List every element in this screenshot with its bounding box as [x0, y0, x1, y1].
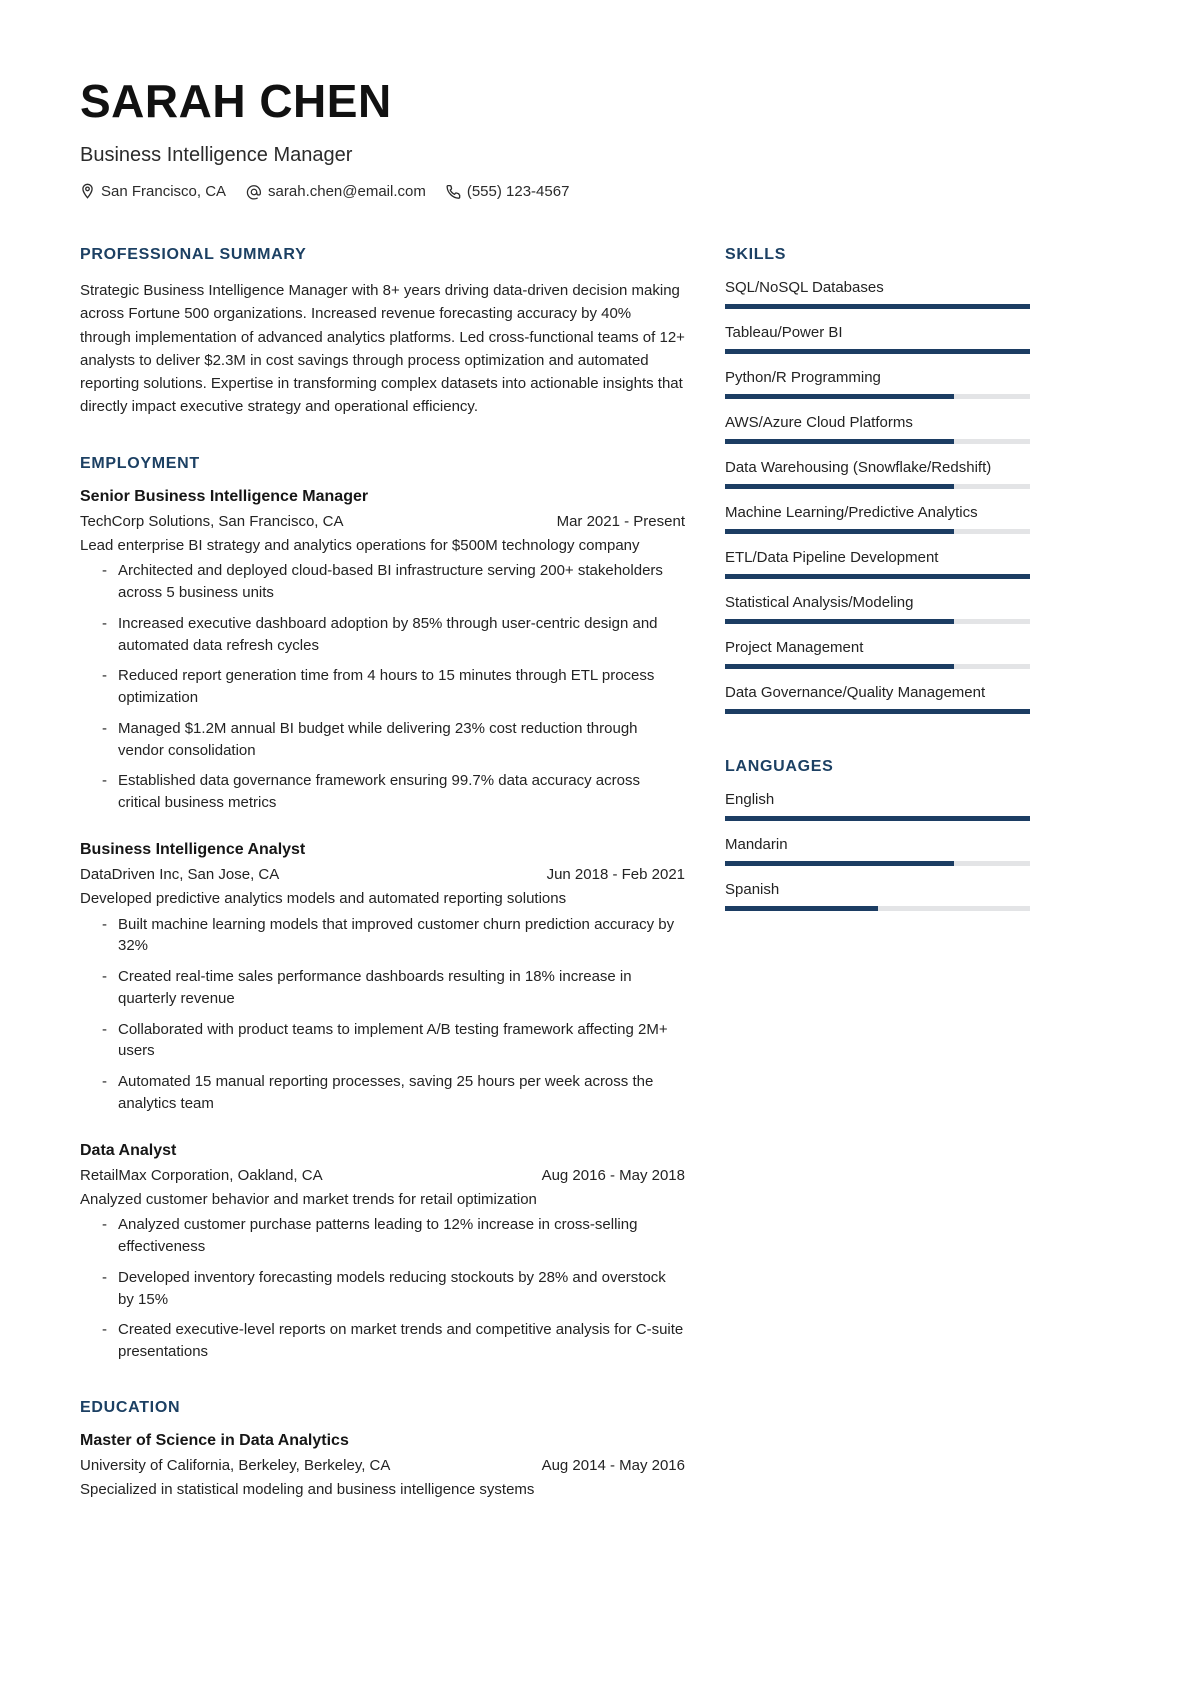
section-heading-skills: SKILLS	[725, 246, 787, 263]
employment-company-row	[80, 866, 685, 883]
bullet-dash-icon: -	[102, 1321, 107, 1339]
section-employment	[80, 455, 685, 1363]
employment-bullet	[80, 914, 685, 958]
skill-label: Data Governance/Quality Management	[725, 684, 986, 701]
skill-progress-bar	[725, 394, 1030, 399]
bullet-text: Managed $1.2M annual BI budget while delivering 23% cost reduction through vendor consolidation	[118, 719, 638, 759]
education-degree: Master of Science in Data Analytics	[80, 1431, 349, 1449]
skill-label: ETL/Data Pipeline Development	[725, 549, 939, 566]
employment-job-title: Data Analyst	[80, 1141, 177, 1159]
summary-text: Strategic Business Intelligence Manager with 8+ years driving data-driven decision making across Fortune 500 organizations. Increased revenue forecasting accuracy by 40% through implementation of advanced analytics platforms. Led cross-functional teams of 12+ analysts to deliver $2.3M in cost savings through process optimization and automated reporting solutions. Expertise in transforming complex datasets into actionable insights that directly impact executive strategy and operational efficiency.	[80, 282, 685, 416]
bullet-dash-icon: -	[102, 1268, 107, 1286]
skill-label: Project Management	[725, 639, 864, 656]
education-list	[80, 1432, 685, 1501]
skill-label: AWS/Azure Cloud Platforms	[725, 414, 913, 431]
skill-progress-bar	[725, 664, 1030, 669]
employment-bullet	[80, 1214, 685, 1258]
phone-text: (555) 123-4567	[466, 183, 570, 200]
employment-job-title: Business Intelligence Analyst	[80, 840, 306, 858]
education-school: University of California, Berkeley, Berkeley, CA	[80, 1456, 391, 1474]
employment-bullet	[80, 718, 685, 762]
skill-label: SQL/NoSQL Databases	[725, 279, 884, 296]
employment-job-title: Senior Business Intelligence Manager	[80, 487, 369, 505]
phone-icon	[446, 184, 461, 200]
progress-fill	[725, 664, 954, 669]
bullet-text: Increased executive dashboard adoption by 85% through user-centric design and automated data refresh cycles	[118, 614, 658, 654]
progress-fill	[725, 439, 954, 444]
skill-progress-bar	[725, 709, 1030, 714]
bullet-dash-icon: -	[102, 614, 107, 632]
progress-fill	[725, 394, 954, 399]
languages-list	[725, 791, 1030, 911]
resume-header	[80, 75, 1045, 200]
bullet-text: Developed inventory forecasting models reducing stockouts by 28% and overstock by 15%	[118, 1268, 666, 1308]
bullet-dash-icon: -	[102, 562, 107, 580]
skill-item	[725, 549, 1030, 579]
progress-fill	[725, 906, 878, 911]
employment-bullet	[80, 1019, 685, 1063]
left-column	[80, 246, 685, 1537]
progress-fill	[725, 349, 1030, 354]
skill-item	[725, 504, 1030, 534]
employment-dates: Aug 2016 - May 2018	[541, 1166, 685, 1184]
section-heading-employment: EMPLOYMENT	[80, 454, 200, 472]
employment-bullet	[80, 770, 685, 814]
skill-item	[725, 369, 1030, 399]
progress-fill	[725, 861, 954, 866]
section-professional-summary	[80, 246, 685, 419]
progress-fill	[725, 709, 1030, 714]
bullet-dash-icon: -	[102, 719, 107, 737]
resume-body	[80, 246, 1045, 1537]
skill-progress-bar	[725, 349, 1030, 354]
bullet-text: Built machine learning models that improved customer churn prediction accuracy by 32%	[118, 915, 675, 955]
section-education	[80, 1399, 685, 1501]
language-label: Spanish	[725, 881, 780, 898]
language-item	[725, 881, 1030, 911]
skill-label: Statistical Analysis/Modeling	[725, 594, 914, 611]
employment-entry	[80, 1142, 685, 1363]
employment-bullet	[80, 1267, 685, 1311]
skill-item	[725, 324, 1030, 354]
employment-bullet-list	[80, 1214, 685, 1363]
bullet-dash-icon: -	[102, 1216, 107, 1234]
language-progress-bar	[725, 816, 1030, 821]
language-progress-bar	[725, 906, 1030, 911]
bullet-text: Created real-time sales performance dashboards resulting in 18% increase in quarterly revenue	[118, 968, 632, 1007]
candidate-job-title: Business Intelligence Manager	[80, 144, 353, 166]
at-sign-icon	[246, 184, 262, 200]
employment-bullet	[80, 613, 685, 657]
education-school-row	[80, 1457, 685, 1474]
education-description: Specialized in statistical modeling and business intelligence systems	[80, 1480, 535, 1498]
map-pin-icon	[80, 183, 95, 200]
section-skills	[725, 246, 1030, 714]
section-heading-languages: LANGUAGES	[725, 758, 834, 775]
progress-fill	[725, 619, 954, 624]
section-heading-summary: PROFESSIONAL SUMMARY	[80, 246, 307, 263]
language-item	[725, 836, 1030, 866]
employment-dates: Jun 2018 - Feb 2021	[546, 865, 685, 883]
bullet-text: Reduced report generation time from 4 hours to 15 minutes through ETL process optimization	[118, 667, 655, 706]
employment-bullet	[80, 1319, 685, 1363]
bullet-text: Collaborated with product teams to implement A/B testing framework affecting 2M+ users	[118, 1020, 668, 1060]
language-label: English	[725, 791, 775, 808]
employment-bullet	[80, 1071, 685, 1115]
employment-description: Analyzed customer behavior and market trends for retail optimization	[80, 1190, 537, 1208]
employment-bullet	[80, 665, 685, 709]
skill-label: Tableau/Power BI	[725, 324, 843, 341]
bullet-dash-icon: -	[102, 1073, 107, 1090]
employment-bullet-list	[80, 914, 685, 1115]
progress-fill	[725, 574, 1030, 579]
bullet-dash-icon: -	[102, 915, 107, 933]
candidate-name: SARAH CHEN	[80, 75, 392, 127]
employment-bullet-list	[80, 560, 685, 814]
progress-fill	[725, 816, 1030, 821]
employment-bullet	[80, 560, 685, 604]
employment-company: RetailMax Corporation, Oakland, CA	[80, 1166, 323, 1184]
employment-company: TechCorp Solutions, San Francisco, CA	[80, 512, 344, 530]
bullet-dash-icon: -	[102, 968, 107, 985]
bullet-text: Architected and deployed cloud-based BI infrastructure serving 200+ stakeholders across 5 business units	[118, 562, 663, 601]
location-text: San Francisco, CA	[101, 183, 227, 200]
bullet-text: Analyzed customer purchase patterns leading to 12% increase in cross-selling effectiveness	[118, 1216, 638, 1255]
right-column	[725, 246, 1030, 926]
bullet-dash-icon: -	[102, 1020, 107, 1038]
section-heading-education: EDUCATION	[80, 1398, 181, 1416]
skill-progress-bar	[725, 439, 1030, 444]
employment-company: DataDriven Inc, San Jose, CA	[80, 865, 280, 883]
skill-item	[725, 684, 1030, 714]
language-progress-bar	[725, 861, 1030, 866]
skill-item	[725, 279, 1030, 309]
employment-bullet	[80, 966, 685, 1010]
bullet-dash-icon: -	[102, 667, 107, 685]
employment-dates: Mar 2021 - Present	[556, 512, 685, 530]
language-item	[725, 791, 1030, 821]
employment-description: Lead enterprise BI strategy and analytics operations for $500M technology company	[80, 536, 640, 554]
skill-label: Machine Learning/Predictive Analytics	[725, 504, 978, 521]
employment-company-row	[80, 1167, 685, 1184]
bullet-text: Established data governance framework ensuring 99.7% data accuracy across critical business metrics	[118, 772, 640, 811]
progress-fill	[725, 484, 954, 489]
contact-email	[246, 183, 426, 200]
contact-phone	[446, 183, 570, 200]
skill-item	[725, 414, 1030, 444]
skill-label: Python/R Programming	[725, 369, 881, 386]
employment-entry	[80, 841, 685, 1115]
bullet-dash-icon: -	[102, 772, 107, 790]
section-languages	[725, 758, 1030, 911]
language-label: Mandarin	[725, 836, 788, 853]
skill-progress-bar	[725, 574, 1030, 579]
employment-entry	[80, 488, 685, 814]
contact-location	[80, 183, 226, 200]
skill-progress-bar	[725, 304, 1030, 309]
employment-list	[80, 488, 685, 1363]
skill-item	[725, 459, 1030, 489]
progress-fill	[725, 529, 954, 534]
email-text: sarah.chen@email.com	[268, 183, 426, 200]
skill-item	[725, 639, 1030, 669]
contact-info	[80, 183, 1045, 200]
skill-progress-bar	[725, 529, 1030, 534]
progress-fill	[725, 304, 1030, 309]
skills-list	[725, 279, 1030, 714]
education-dates: Aug 2014 - May 2016	[541, 1456, 685, 1474]
bullet-text: Automated 15 manual reporting processes, saving 25 hours per week across the analytics team	[118, 1073, 654, 1112]
employment-company-row	[80, 513, 685, 530]
employment-description: Developed predictive analytics models and automated reporting solutions	[80, 889, 567, 907]
skill-progress-bar	[725, 619, 1030, 624]
skill-progress-bar	[725, 484, 1030, 489]
skill-item	[725, 594, 1030, 624]
skill-label: Data Warehousing (Snowflake/Redshift)	[725, 459, 992, 476]
education-entry	[80, 1432, 685, 1501]
bullet-text: Created executive-level reports on market trends and competitive analysis for C-suite presentations	[118, 1321, 684, 1360]
